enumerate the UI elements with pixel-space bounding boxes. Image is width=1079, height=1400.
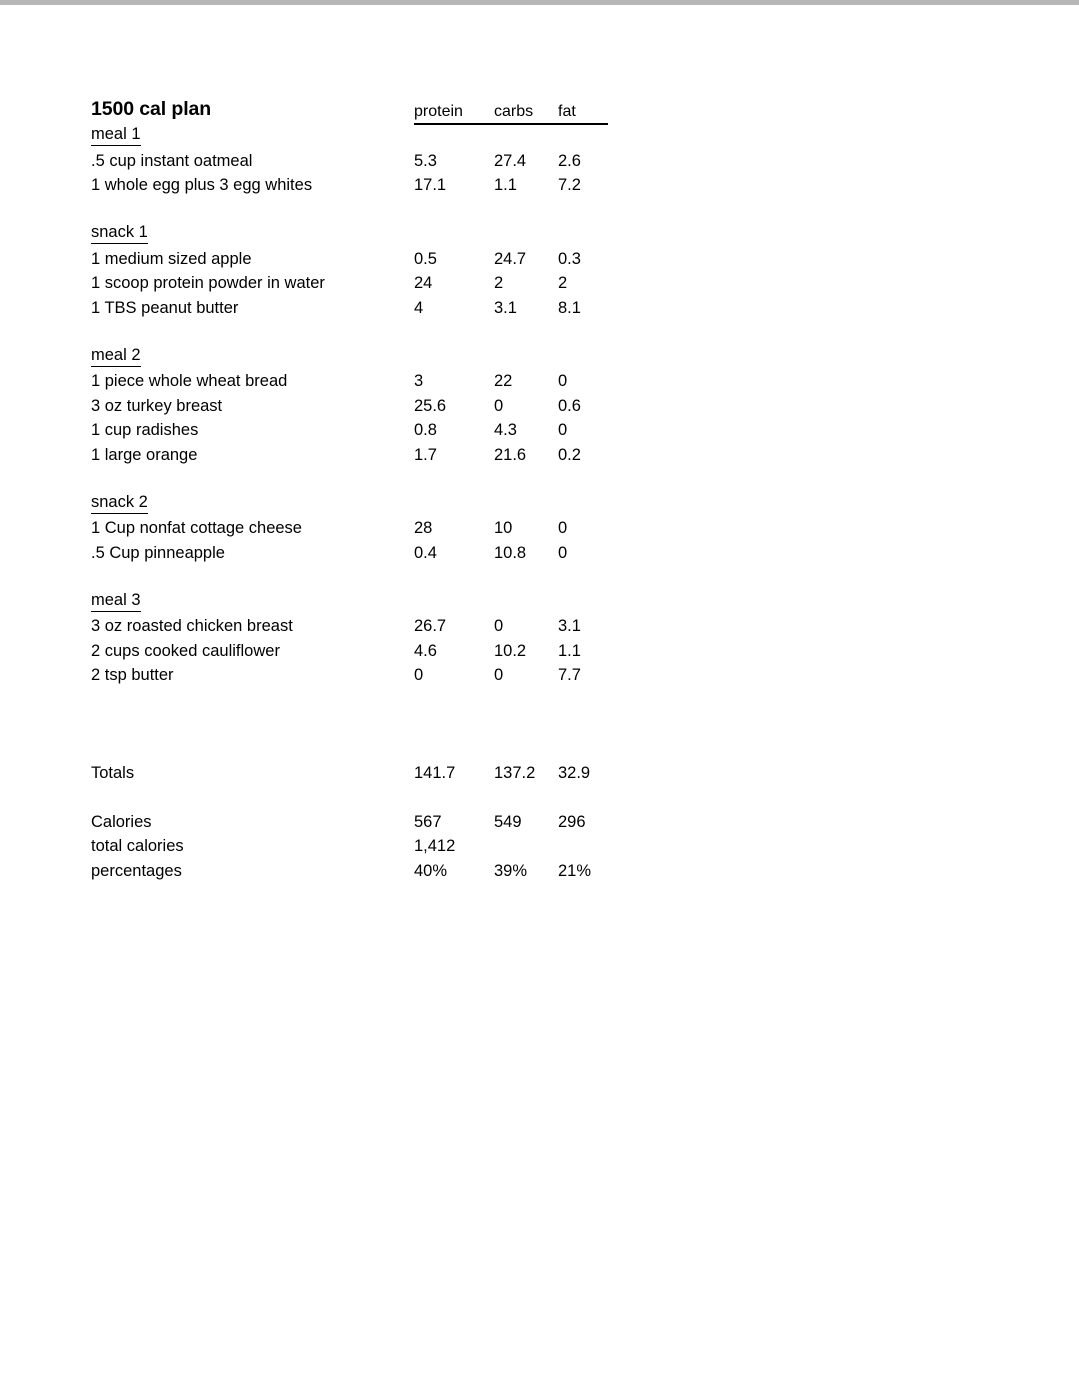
page-top-edge-bar	[0, 0, 1079, 5]
row-value-fat: 21%	[558, 861, 592, 880]
row-item-label: percentages	[91, 861, 182, 880]
table-row	[91, 296, 651, 321]
section-spacer	[91, 198, 651, 223]
row-value-carbs: 10.8	[494, 543, 527, 562]
row-value-fat: 8.1	[558, 298, 581, 317]
row-value-fat: 296	[558, 812, 586, 831]
section-label: snack 1	[91, 222, 148, 244]
row-value-fat: 7.2	[558, 176, 581, 194]
table-row	[91, 443, 651, 468]
summary-spacer	[91, 688, 651, 761]
section-label: meal 3	[91, 590, 141, 612]
row-item-label: 1 large orange	[91, 445, 198, 464]
row-value-carbs: 27.4	[494, 151, 527, 170]
table-row	[91, 271, 651, 296]
row-value-protein: 40%	[414, 861, 448, 880]
row-value-protein: 28	[414, 519, 433, 537]
row-value-protein: 141.7	[414, 763, 456, 782]
column-header-fat: fat	[558, 103, 576, 120]
row-value-carbs: 137.2	[494, 763, 536, 782]
row-value-carbs: 22	[494, 372, 513, 390]
section-label: meal 1	[91, 124, 141, 146]
row-value-protein: 3	[414, 372, 424, 390]
row-value-protein: 567	[414, 812, 442, 831]
row-value-protein: 4.6	[414, 641, 437, 660]
table-row	[91, 173, 651, 198]
row-value-carbs: 549	[494, 812, 522, 831]
row-value-protein: 5.3	[414, 151, 437, 170]
table-row	[91, 663, 651, 688]
table-row	[91, 369, 651, 394]
column-header-underline	[414, 123, 608, 125]
column-header-carbs: carbs	[494, 103, 534, 120]
row-value-carbs: 2	[494, 274, 504, 292]
row-value-fat: 2.6	[558, 151, 581, 170]
row-value-protein: 26.7	[414, 617, 447, 635]
row-item-label: 1 medium sized apple	[91, 249, 252, 268]
row-value-fat: 3.1	[558, 617, 581, 635]
page-title: 1500 cal plan	[91, 98, 212, 120]
section-heading-meal-2	[91, 345, 651, 370]
row-value-carbs: 0	[494, 396, 504, 415]
row-item-label: 1 whole egg plus 3 egg whites	[91, 176, 313, 194]
section-heading-meal-3	[91, 590, 651, 615]
row-item-label: 3 oz turkey breast	[91, 396, 223, 415]
column-header-protein: protein	[414, 103, 463, 120]
calories-row	[91, 810, 651, 835]
table-row	[91, 541, 651, 566]
row-value-protein: 24	[414, 274, 433, 292]
row-item-label: .5 Cup pinneapple	[91, 543, 225, 562]
row-value-fat: 0	[558, 519, 568, 537]
row-value-protein: 0.8	[414, 421, 437, 439]
row-value-protein: 4	[414, 298, 424, 317]
row-item-label: 2 cups cooked cauliflower	[91, 641, 280, 660]
row-value-carbs: 21.6	[494, 445, 527, 464]
row-value-fat: 0.3	[558, 249, 581, 268]
row-item-label: 3 oz roasted chicken breast	[91, 617, 293, 635]
section-label: meal 2	[91, 345, 141, 367]
row-value-carbs: 3.1	[494, 298, 517, 317]
row-value-fat: 1.1	[558, 641, 581, 660]
nutrition-plan-sheet	[91, 97, 651, 883]
row-value-carbs: 0	[494, 617, 504, 635]
totals-row	[91, 761, 651, 786]
percentages-row	[91, 859, 651, 884]
section-heading-snack-2	[91, 492, 651, 517]
row-value-fat: 2	[558, 274, 568, 292]
row-item-label: Calories	[91, 812, 152, 831]
row-value-fat: 7.7	[558, 666, 581, 684]
row-value-fat: 0.6	[558, 396, 581, 415]
table-row	[91, 394, 651, 419]
row-item-label: 2 tsp butter	[91, 666, 174, 684]
table-row	[91, 639, 651, 664]
row-value-carbs: 10	[494, 519, 513, 537]
row-value-carbs: 24.7	[494, 249, 527, 268]
row-value-protein: 0	[414, 666, 424, 684]
row-value-fat: 0	[558, 372, 568, 390]
row-item-label: .5 cup instant oatmeal	[91, 151, 253, 170]
table-row	[91, 418, 651, 443]
row-value-carbs: 10.2	[494, 641, 527, 660]
table-header-row	[91, 97, 651, 124]
row-value-protein: 25.6	[414, 396, 447, 415]
row-item-label: Totals	[91, 763, 135, 782]
summary-inner-spacer	[91, 785, 651, 810]
section-heading-meal-1	[91, 124, 651, 149]
table-row	[91, 247, 651, 272]
row-value-protein: 0.5	[414, 249, 437, 268]
row-value-protein: 17.1	[414, 176, 447, 194]
row-value-carbs: 39%	[494, 861, 528, 880]
row-value-protein: 1,412	[414, 837, 456, 855]
row-item-label: 1 cup radishes	[91, 421, 199, 439]
section-label: snack 2	[91, 492, 148, 514]
row-value-carbs: 1.1	[494, 176, 517, 194]
section-spacer	[91, 467, 651, 492]
section-spacer	[91, 565, 651, 590]
row-item-label: total calories	[91, 837, 184, 855]
row-value-carbs: 0	[494, 666, 504, 684]
section-spacer	[91, 320, 651, 345]
row-value-protein: 1.7	[414, 445, 437, 464]
total-calories-row	[91, 834, 651, 859]
section-heading-snack-1	[91, 222, 651, 247]
row-item-label: 1 Cup nonfat cottage cheese	[91, 519, 302, 537]
row-value-fat: 32.9	[558, 763, 591, 782]
table-row	[91, 614, 651, 639]
table-row	[91, 516, 651, 541]
row-value-carbs: 4.3	[494, 421, 517, 439]
row-value-fat: 0.2	[558, 445, 581, 464]
row-value-fat: 0	[558, 421, 568, 439]
row-item-label: 1 scoop protein powder in water	[91, 274, 325, 292]
row-value-protein: 0.4	[414, 543, 437, 562]
row-item-label: 1 TBS peanut butter	[91, 298, 239, 317]
table-row	[91, 149, 651, 174]
row-item-label: 1 piece whole wheat bread	[91, 372, 288, 390]
row-value-fat: 0	[558, 543, 568, 562]
